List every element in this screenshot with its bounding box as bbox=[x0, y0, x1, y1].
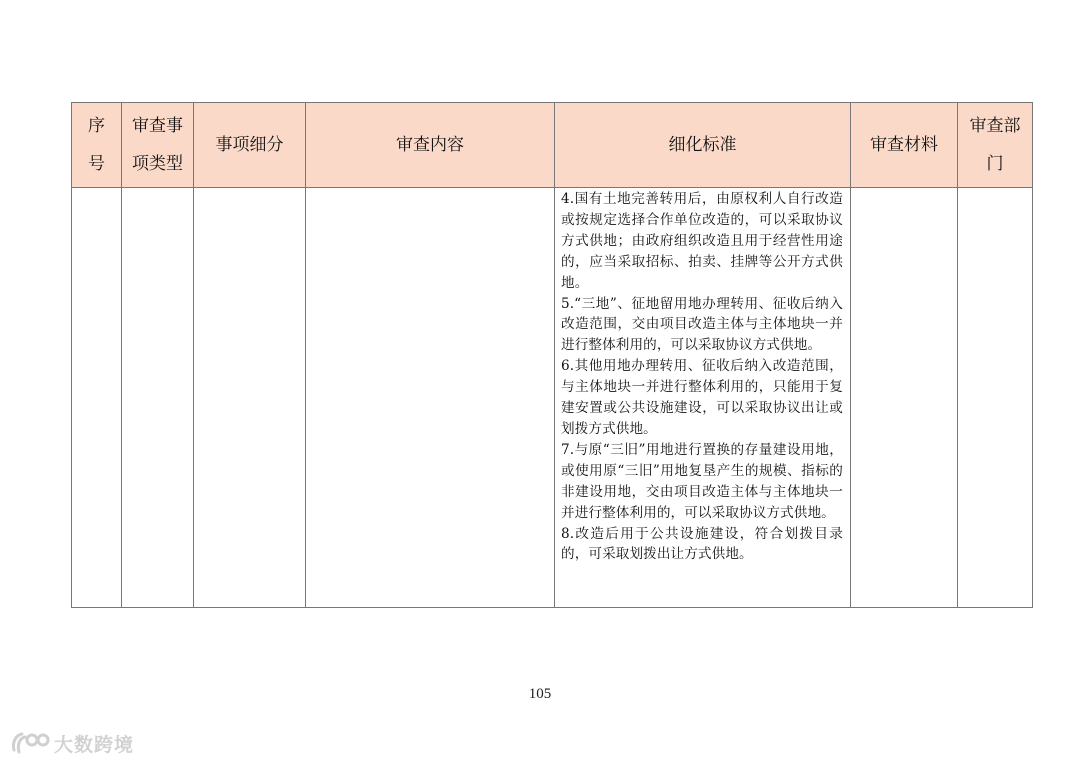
header-index: 序号 bbox=[72, 103, 122, 188]
standard-text bbox=[555, 188, 849, 565]
review-standards-table bbox=[71, 102, 1033, 608]
cell-materials bbox=[851, 188, 958, 608]
watermark-text: 大数跨境 bbox=[54, 733, 135, 756]
standard-item-5: 5.“三地”、征地留用地办理转用、征收后纳入改造范围，交由项目改造主体与主体地块一并进行整体利用的，可以采取协议方式供地。 bbox=[561, 295, 843, 354]
header-review-content: 审查内容 bbox=[306, 103, 555, 188]
standard-item-8: 8.改造后用于公共设施建设，符合划拨目录的，可采取划拨出让方式供地。 bbox=[561, 525, 843, 563]
header-item-type: 审查事项类型 bbox=[122, 103, 194, 188]
page-number: 105 bbox=[528, 686, 552, 702]
standard-item-7: 7.与原“三旧”用地进行置换的存量建设用地，或使用原“三旧”用地复垦产生的规模、指标的非建设用地，交由项目改造主体与主体地块一并进行整体利用的，可以采取协议方式供地。 bbox=[561, 441, 843, 521]
brand-logo-icon bbox=[10, 730, 50, 756]
table-header-row bbox=[72, 103, 1033, 188]
cell-review-content bbox=[306, 188, 555, 608]
header-item-detail: 事项细分 bbox=[194, 103, 306, 188]
cell-index bbox=[72, 188, 122, 608]
cell-standard bbox=[555, 188, 851, 608]
cell-department bbox=[958, 188, 1033, 608]
header-department: 审查部门 bbox=[958, 103, 1033, 188]
table-row bbox=[72, 188, 1033, 608]
standard-item-4: 4.国有土地完善转用后，由原权利人自行改造或按规定选择合作单位改造的，可以采取协议方式供地；由政府组织改造且用于经营性用途的，应当采取招标、拍卖、挂牌等公开方式供地。 bbox=[561, 191, 843, 291]
watermark bbox=[10, 728, 134, 758]
header-materials: 审查材料 bbox=[851, 103, 958, 188]
cell-item-type bbox=[122, 188, 194, 608]
standard-item-6: 6.其他用地办理转用、征收后纳入改造范围，与主体地块一并进行整体利用的，只能用于复建安置或公共设施建设，可以采取协议出让或划拨方式供地。 bbox=[561, 358, 843, 437]
cell-item-detail bbox=[194, 188, 306, 608]
header-standard: 细化标准 bbox=[555, 103, 851, 188]
